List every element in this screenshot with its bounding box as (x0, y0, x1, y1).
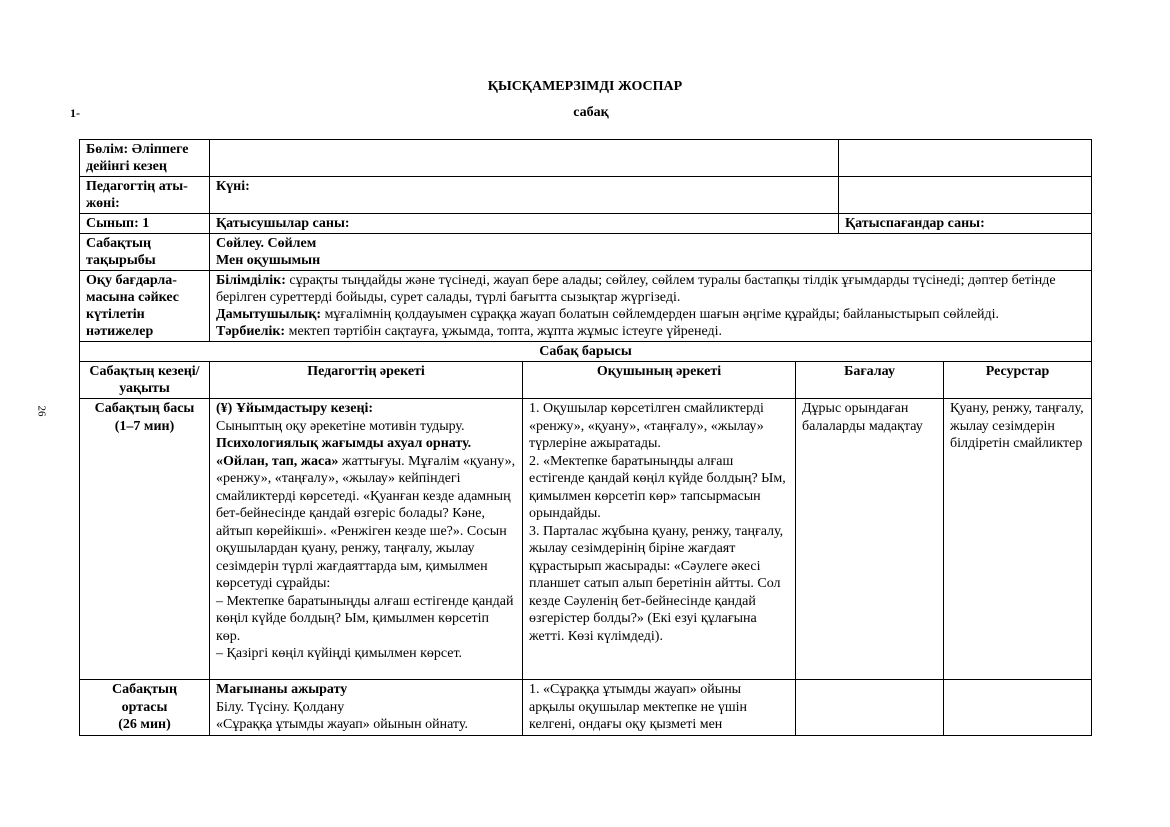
topic-label-cell: Сабақтың тақырыбы (80, 234, 210, 271)
outcome-knowledge (216, 272, 1085, 306)
present-cell: Қатысушылар саны: (210, 214, 839, 234)
section-cell: Бөлім: Әліппеге дейінгі кезең (80, 140, 210, 177)
info-row-grade (80, 214, 1092, 234)
stage-middle-student-cell: 1. «Сұраққа ұтымды жауап» ойыны арқылы оқушылар мектепке не үшін келгені, ондағы оқу қызметі мен (523, 680, 796, 736)
info-row-topic (80, 234, 1092, 271)
grade-cell: Сынып: 1 (80, 214, 210, 234)
stage-beginning-teacher-cell (210, 399, 523, 680)
exercise-paragraph (216, 453, 516, 593)
outcomes-label-cell: Оқу бағдарла-масына сәйкес күтілетін нәтижелер (80, 271, 210, 342)
stage-beginning-row (80, 399, 1092, 680)
progress-heading-row (80, 342, 1092, 362)
student-action-2: 2. «Мектепке баратыныңды алғаш естігенде қандай көңіл күйде болдың? Ым, қимылмен көрсетіп көр» тапсырмасын орындайды. (529, 453, 786, 521)
meaning-skills: Білу. Түсіну. Қолдану (216, 699, 345, 715)
meaning-game: «Сұраққа ұтымды жауап» ойынын ойнату. (216, 717, 468, 732)
col-student-header: Оқушының әрекеті (523, 362, 796, 399)
stage-middle-cell (80, 680, 210, 736)
absent-cell: Қатыспағандар саны: (839, 214, 1092, 234)
outcome-development (216, 306, 1085, 323)
topic-line-1: Сөйлеу. Сөйлем (216, 236, 317, 251)
outcomes-value-cell (210, 271, 1092, 342)
col-resources-header: Ресурстар (944, 362, 1092, 399)
outcome-upbringing-text: мектеп тәртібін сақтауға, ұжымда, топта, жұпта жұмыс істеуге үйренеді. (285, 324, 723, 339)
meaning-heading: Мағынаны ажырату (216, 682, 348, 697)
org-stage-text: Сыныптың оқу әрекетіне мотивін тудыру. (216, 418, 465, 434)
topic-line-2: Мен оқушымын (216, 253, 321, 268)
page-number: 26 (35, 405, 48, 417)
progress-heading: Сабақ барысы (80, 342, 1092, 362)
teacher-question-1: – Мектепке баратыныңды алғаш естігенде қандай көңіл күйде болдың? Ым, қимылмен көрсетіп көр. (216, 593, 514, 644)
stage-middle-teacher-cell (210, 680, 523, 736)
outcome-knowledge-text: сұрақты тыңдайды және түсінеді, жауап бере алады; сөйлеу, сөйлем туралы бастапқы тілдік ұғымдарды түсінеді; дәптер бетінде берілген суреттерді бойыды, сурет салады, түрлі бағытта сызықтар жүргізеді. (216, 273, 1056, 305)
stage-middle-assessment-cell (796, 680, 944, 736)
info-row-outcomes (80, 271, 1092, 342)
stage-middle-name-2: ортасы (121, 699, 168, 715)
info-row-teacher (80, 177, 1092, 214)
lesson-plan-table (79, 139, 1092, 736)
teacher-extra-cell (839, 177, 1092, 214)
col-stage-header: Сабақтың кезеңі/уақыты (80, 362, 210, 399)
stage-beginning-student-cell (523, 399, 796, 680)
stage-middle-name-1: Сабақтың (111, 682, 178, 697)
outcome-upbringing-label: Тәрбиелік: (216, 324, 286, 339)
info-row-section (80, 140, 1092, 177)
stage-beginning-resources-cell: Қуану, ренжу, таңғалу, жылау сезімдерін білдіретін смайликтер (944, 399, 1092, 680)
outcome-development-text: мұғалімнің қолдауымен сұраққа жауап болатын сөйлемдерден шағын әңгіме құрайды; байланыстырып сөйлейді. (321, 307, 1000, 322)
exercise-text: жаттығуы. Мұғалім «қуану», «ренжу», «таңғалу», «жылау» кейпіндегі смайликтерді көрсетеді. «Қуанған кезде адамның бет-бейнесінде қандай өзгеріс болады? Кәне, айтып көрейікші». «Ренжіген кезде ше?». Сосын оқушылардан қуану, ренжу, таңғалу, жылау сезімдерін түрлі жағдаяттарда ым, қимылмен көрсетуді сұрайды: (216, 453, 516, 591)
col-teacher-header: Педагогтің әрекеті (210, 362, 523, 399)
stage-middle-resources-cell (944, 680, 1092, 736)
lesson-number: 1- (70, 106, 80, 120)
progress-columns-row (80, 362, 1092, 399)
section-value-cell (210, 140, 839, 177)
outcome-knowledge-label: Білімділік: (216, 273, 286, 288)
teacher-question-2: – Қазіргі көңіл күйіңді қимылмен көрсет. (216, 646, 463, 661)
stage-beginning-time: (1–7 мин) (114, 418, 175, 434)
date-cell: Күні: (210, 177, 839, 214)
section-extra-cell (839, 140, 1092, 177)
lesson-word: сабақ (573, 105, 609, 120)
outcome-development-label: Дамытушылық: (216, 307, 322, 322)
psych-heading: Психологиялық жағымды ахуал орнату. (216, 436, 472, 451)
document-title: ҚЫСҚАМЕРЗІМДІ ЖОСПАР (487, 79, 683, 94)
stage-beginning-name: Сабақтың басы (94, 401, 195, 416)
stage-beginning-cell (80, 399, 210, 680)
student-action-1: 1. Оқушылар көрсетілген смайликтерді «ренжу», «қуану», «таңғалу», «жылау» түрлеріне ажыратады. (529, 401, 764, 451)
exercise-title: «Ойлан, тап, жаса» (216, 453, 339, 469)
stage-middle-row (80, 680, 1092, 736)
org-stage-heading: (¥) Ұйымдастыру кезеңі: (216, 401, 374, 416)
outcome-upbringing (216, 323, 1085, 340)
teacher-cell: Педагогтің аты-жөні: (80, 177, 210, 214)
col-assessment-header: Бағалау (796, 362, 944, 399)
student-action-3: 3. Парталас жұбына қуану, ренжу, таңғалу, жылау сезімдерінің біріне жағдаят құрастырып жасырады: «Сәулеге әкесі планшет сатып алып беретінін айтты. Сол кезде Сәуленің бет-бейнесінде қандай өзгерістер болды?» (Екі езуі құлағына жетті. Көзі күлімдеді). (529, 523, 784, 644)
topic-value-cell (210, 234, 1092, 271)
stage-middle-time: (26 мин) (118, 717, 171, 732)
stage-beginning-assessment-cell: Дұрыс орындаған балаларды мадақтау (796, 399, 944, 680)
